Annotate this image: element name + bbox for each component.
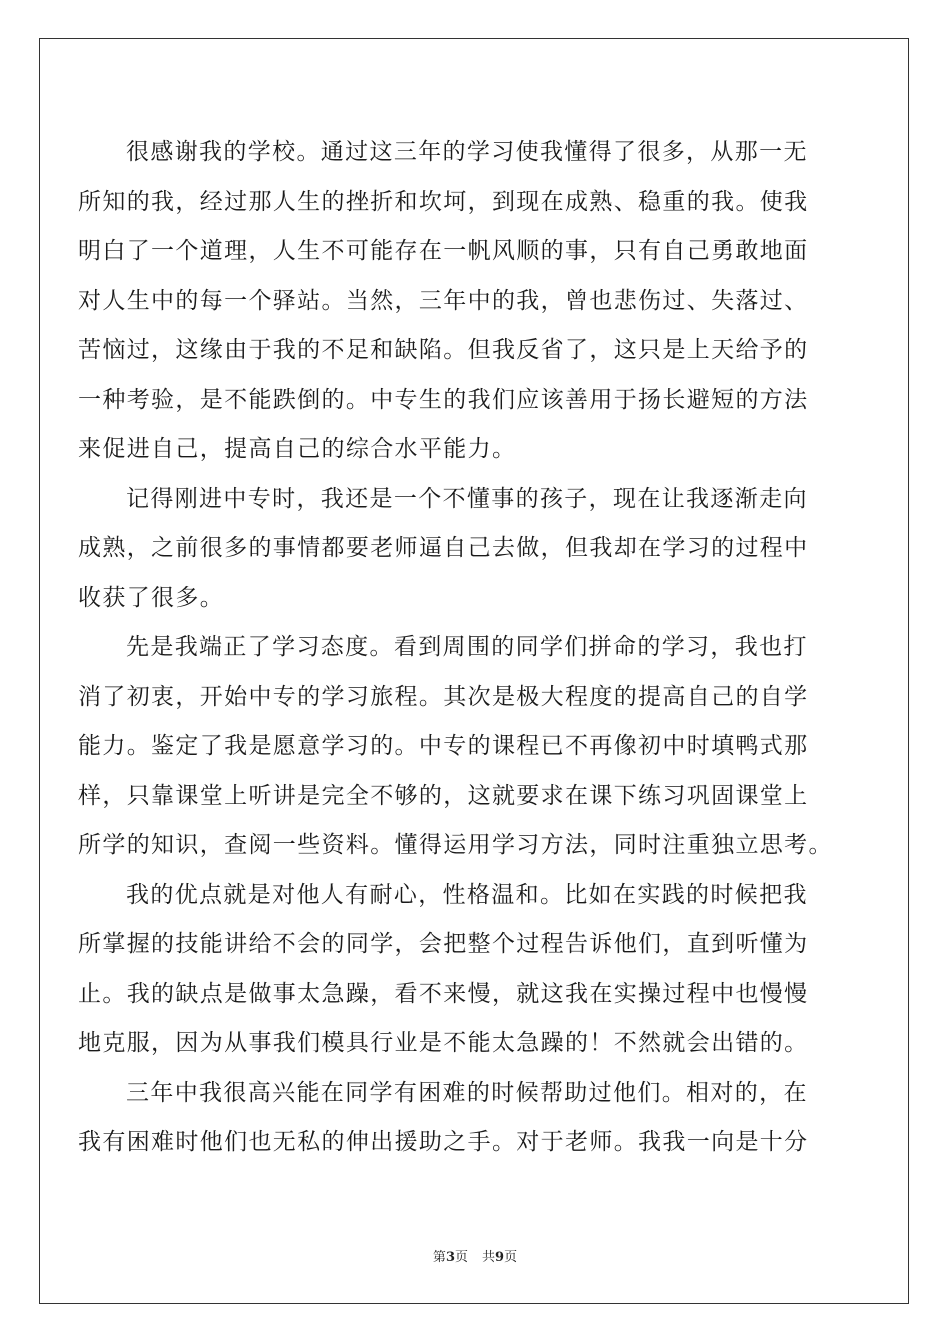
paragraph-4 [78, 871, 830, 1069]
paragraph-2 [78, 475, 830, 624]
text-line: 我的优点就是对他人有耐心，性格温和。比如在实践的时候把我 [126, 881, 808, 908]
paragraph-5 [78, 1069, 830, 1168]
text-line: 三年中我很高兴能在同学有困难的时候帮助过他们。相对的，在 [126, 1079, 808, 1106]
text-line: 先是我端正了学习态度。看到周围的同学们拼命的学习，我也打 [126, 634, 808, 660]
text-line: 消了初衷，开始中专的学习旅程。其次是极大程度的提高自己的自学 [78, 683, 809, 710]
page-number: 3 [445, 1250, 455, 1265]
text-line: 来促进自己，提高自己的综合水平能力。 [78, 436, 517, 462]
text-line: 我有困难时他们也无私的伸出援助之手。对于老师。我我一向是十分 [78, 1129, 809, 1155]
page-prefix: 第 [432, 1250, 446, 1265]
text-line: 很感谢我的学校。通过这三年的学习使我懂得了很多，从那一无 [126, 139, 808, 165]
text-line: 所掌握的技能讲给不会的同学，会把整个过程告诉他们，直到听懂为 [78, 931, 809, 957]
page-suffix: 页 [454, 1250, 468, 1265]
text-line: 样，只靠课堂上听讲是完全不够的，这就要求在课下练习巩固课堂上 [78, 782, 809, 809]
total-pages: 9 [495, 1250, 505, 1265]
text-line: 地克服，因为从事我们模具行业是不能太急躁的！不然就会出错的。 [78, 1030, 809, 1056]
text-line: 止。我的缺点是做事太急躁，看不来慢，就这我在实操过程中也慢慢 [78, 980, 809, 1007]
text-line: 成熟，之前很多的事情都要老师逼自己去做，但我却在学习的过程中 [78, 535, 809, 561]
text-line: 明白了一个道理，人生不可能存在一帆风顺的事，只有自己勇敢地面 [78, 238, 809, 264]
text-line: 所知的我，经过那人生的挫折和坎坷，到现在成熟、稳重的我。使我 [78, 188, 809, 215]
text-line: 一种考验，是不能跌倒的。中专生的我们应该善用于扬长避短的方法 [78, 386, 809, 413]
total-suffix: 页 [504, 1250, 518, 1265]
text-line: 能力。鉴定了我是愿意学习的。中专的课程已不再像初中时填鸭式那 [78, 733, 809, 759]
total-prefix: 共 [482, 1250, 496, 1265]
text-line: 记得刚进中专时，我还是一个不懂事的孩子，现在让我逐渐走向 [126, 485, 808, 512]
paragraph-3 [78, 623, 833, 871]
text-line: 所学的知识，查阅一些资料。懂得运用学习方法，同时注重独立思考。 [78, 832, 833, 858]
paragraph-1 [78, 128, 830, 475]
page-footer [0, 1246, 950, 1265]
text-line: 对人生中的每一个驿站。当然，三年中的我，曾也悲伤过、失落过、 [78, 287, 809, 314]
text-line: 苦恼过，这缘由于我的不足和缺陷。但我反省了，这只是上天给予的 [78, 337, 809, 363]
document-body [78, 128, 833, 1168]
text-line: 收获了很多。 [78, 584, 225, 611]
